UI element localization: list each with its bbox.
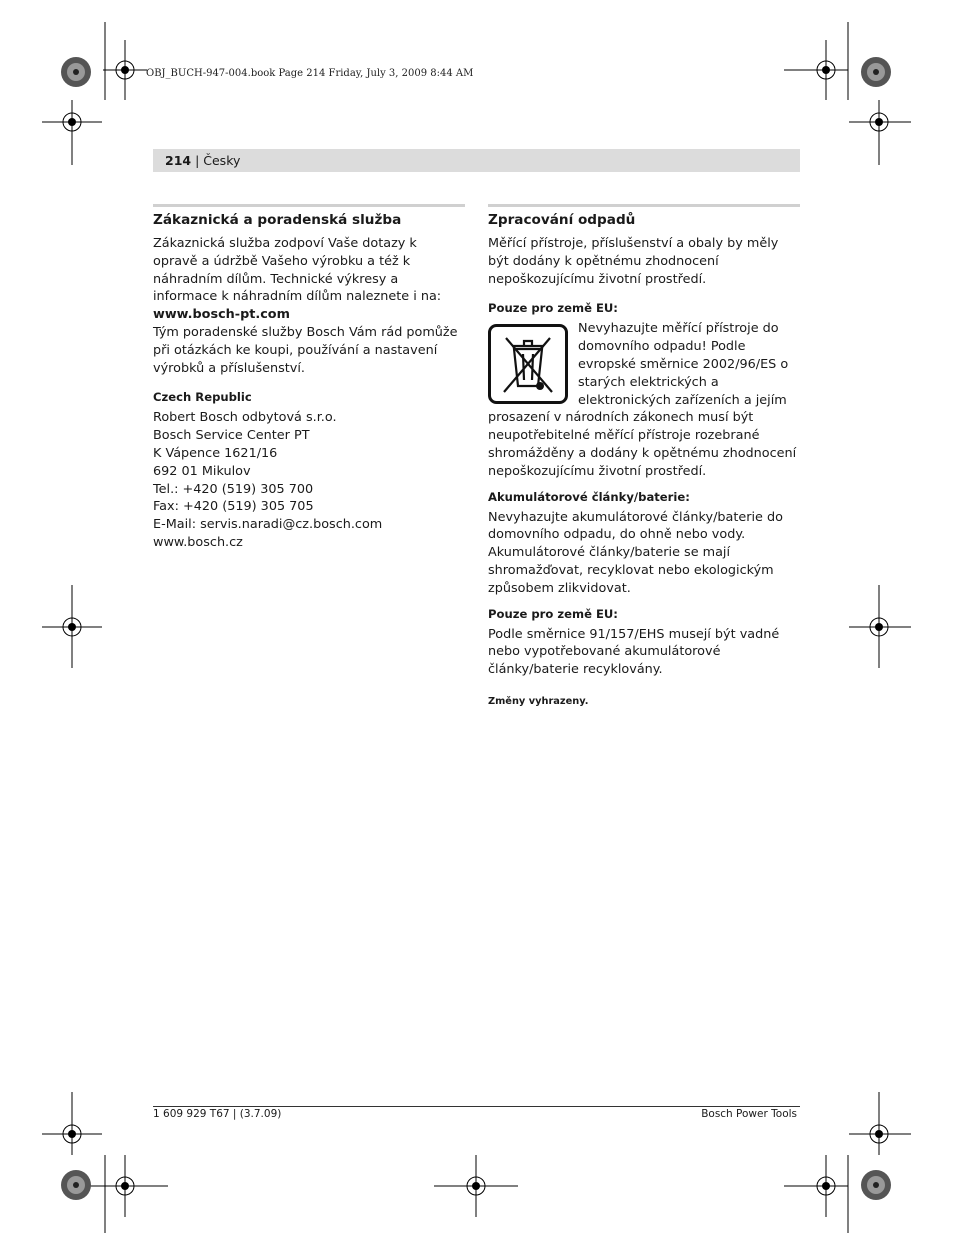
address-phone: Tel.: +420 (519) 305 700	[153, 481, 314, 497]
eu-heading: Pouze pro země EU:	[488, 301, 618, 316]
disposal-intro: Měřící přístroje, příslušenství a obaly by měly být dodány k opětnému zhodnocení nepoškozujícímu životní prostředí.	[488, 236, 779, 287]
eu-heading-2: Pouze pro země EU:	[488, 606, 618, 621]
weee-block	[488, 320, 800, 480]
right-column	[488, 204, 800, 711]
footer-rule	[153, 1106, 800, 1107]
page-header	[153, 149, 800, 172]
address-street: K Vápence 1621/16	[153, 445, 278, 461]
address-company: Robert Bosch odbytová s.r.o.	[153, 410, 337, 426]
customer-service-intro: Zákaznická služba zodpoví Vaše dotazy k opravě a údržbě Vašeho výrobku a též k náhradním dílům. Technické výkresy a informace k náhradním dílům naleznete i na:	[153, 236, 442, 305]
crossed-out-wheelie-bin-icon	[488, 324, 568, 404]
website-link[interactable]: www.bosch-pt.com	[153, 307, 290, 323]
country-heading: Czech Republic	[153, 390, 252, 405]
advice-paragraph: Tým poradenské služby Bosch Vám rád pomůže při otázkách ke koupi, používání a nastavení výrobků a příslušenství.	[153, 324, 458, 376]
print-slug-line: OBJ_BUCH-947-004.book Page 214 Friday, July 3, 2009 8:44 AM	[146, 68, 474, 79]
header-separator: |	[191, 153, 204, 168]
battery-paragraph: Nevyhazujte akumulátorové články/baterie do domovního odpadu, do ohně nebo vody. Akumulátorové články/baterie se mají shromažďovat, recyklovat nebo ekologickým způsobem zlikvidovat.	[488, 509, 783, 596]
header-language: Česky	[203, 153, 241, 168]
section-rule	[488, 204, 800, 207]
battery-heading: Akumulátorové články/baterie:	[488, 489, 690, 504]
address-email[interactable]: E-Mail: servis.naradi@cz.bosch.com	[153, 517, 383, 533]
footer-doc-number: 1 609 929 T67 | (3.7.09)	[153, 1108, 282, 1120]
address-fax: Fax: +420 (519) 305 705	[153, 499, 314, 515]
section-title-disposal: Zpracování odpadů	[488, 212, 636, 228]
address-website[interactable]: www.bosch.cz	[153, 534, 243, 550]
left-column	[153, 204, 465, 552]
address-city: 692 01 Mikulov	[153, 463, 251, 479]
page-number: 214	[165, 153, 192, 168]
changes-reserved-note: Změny vyhrazeny.	[488, 695, 589, 707]
eu-battery-paragraph: Podle směrnice 91/157/EHS musejí být vadné nebo vypotřebované akumulátorové články/baterie recyklovány.	[488, 626, 780, 678]
address-center: Bosch Service Center PT	[153, 428, 310, 444]
section-title-customer-service: Zákaznická a poradenská služba	[153, 212, 402, 228]
address-block	[153, 409, 465, 551]
weee-paragraph: Nevyhazujte měřící přístroje do domovního odpadu! Podle evropské směrnice 2002/96/ES o starých elektrických a elektronických zařízeních a jejím prosazení v národních zákonech musí být neupotřebitelné měřící přístroje rozebrané shromážděny a dodány k opětnému zhodnocení nepoškozujícímu životní prostředí.	[488, 321, 797, 479]
footer-brand: Bosch Power Tools	[701, 1108, 797, 1120]
section-rule	[153, 204, 465, 207]
